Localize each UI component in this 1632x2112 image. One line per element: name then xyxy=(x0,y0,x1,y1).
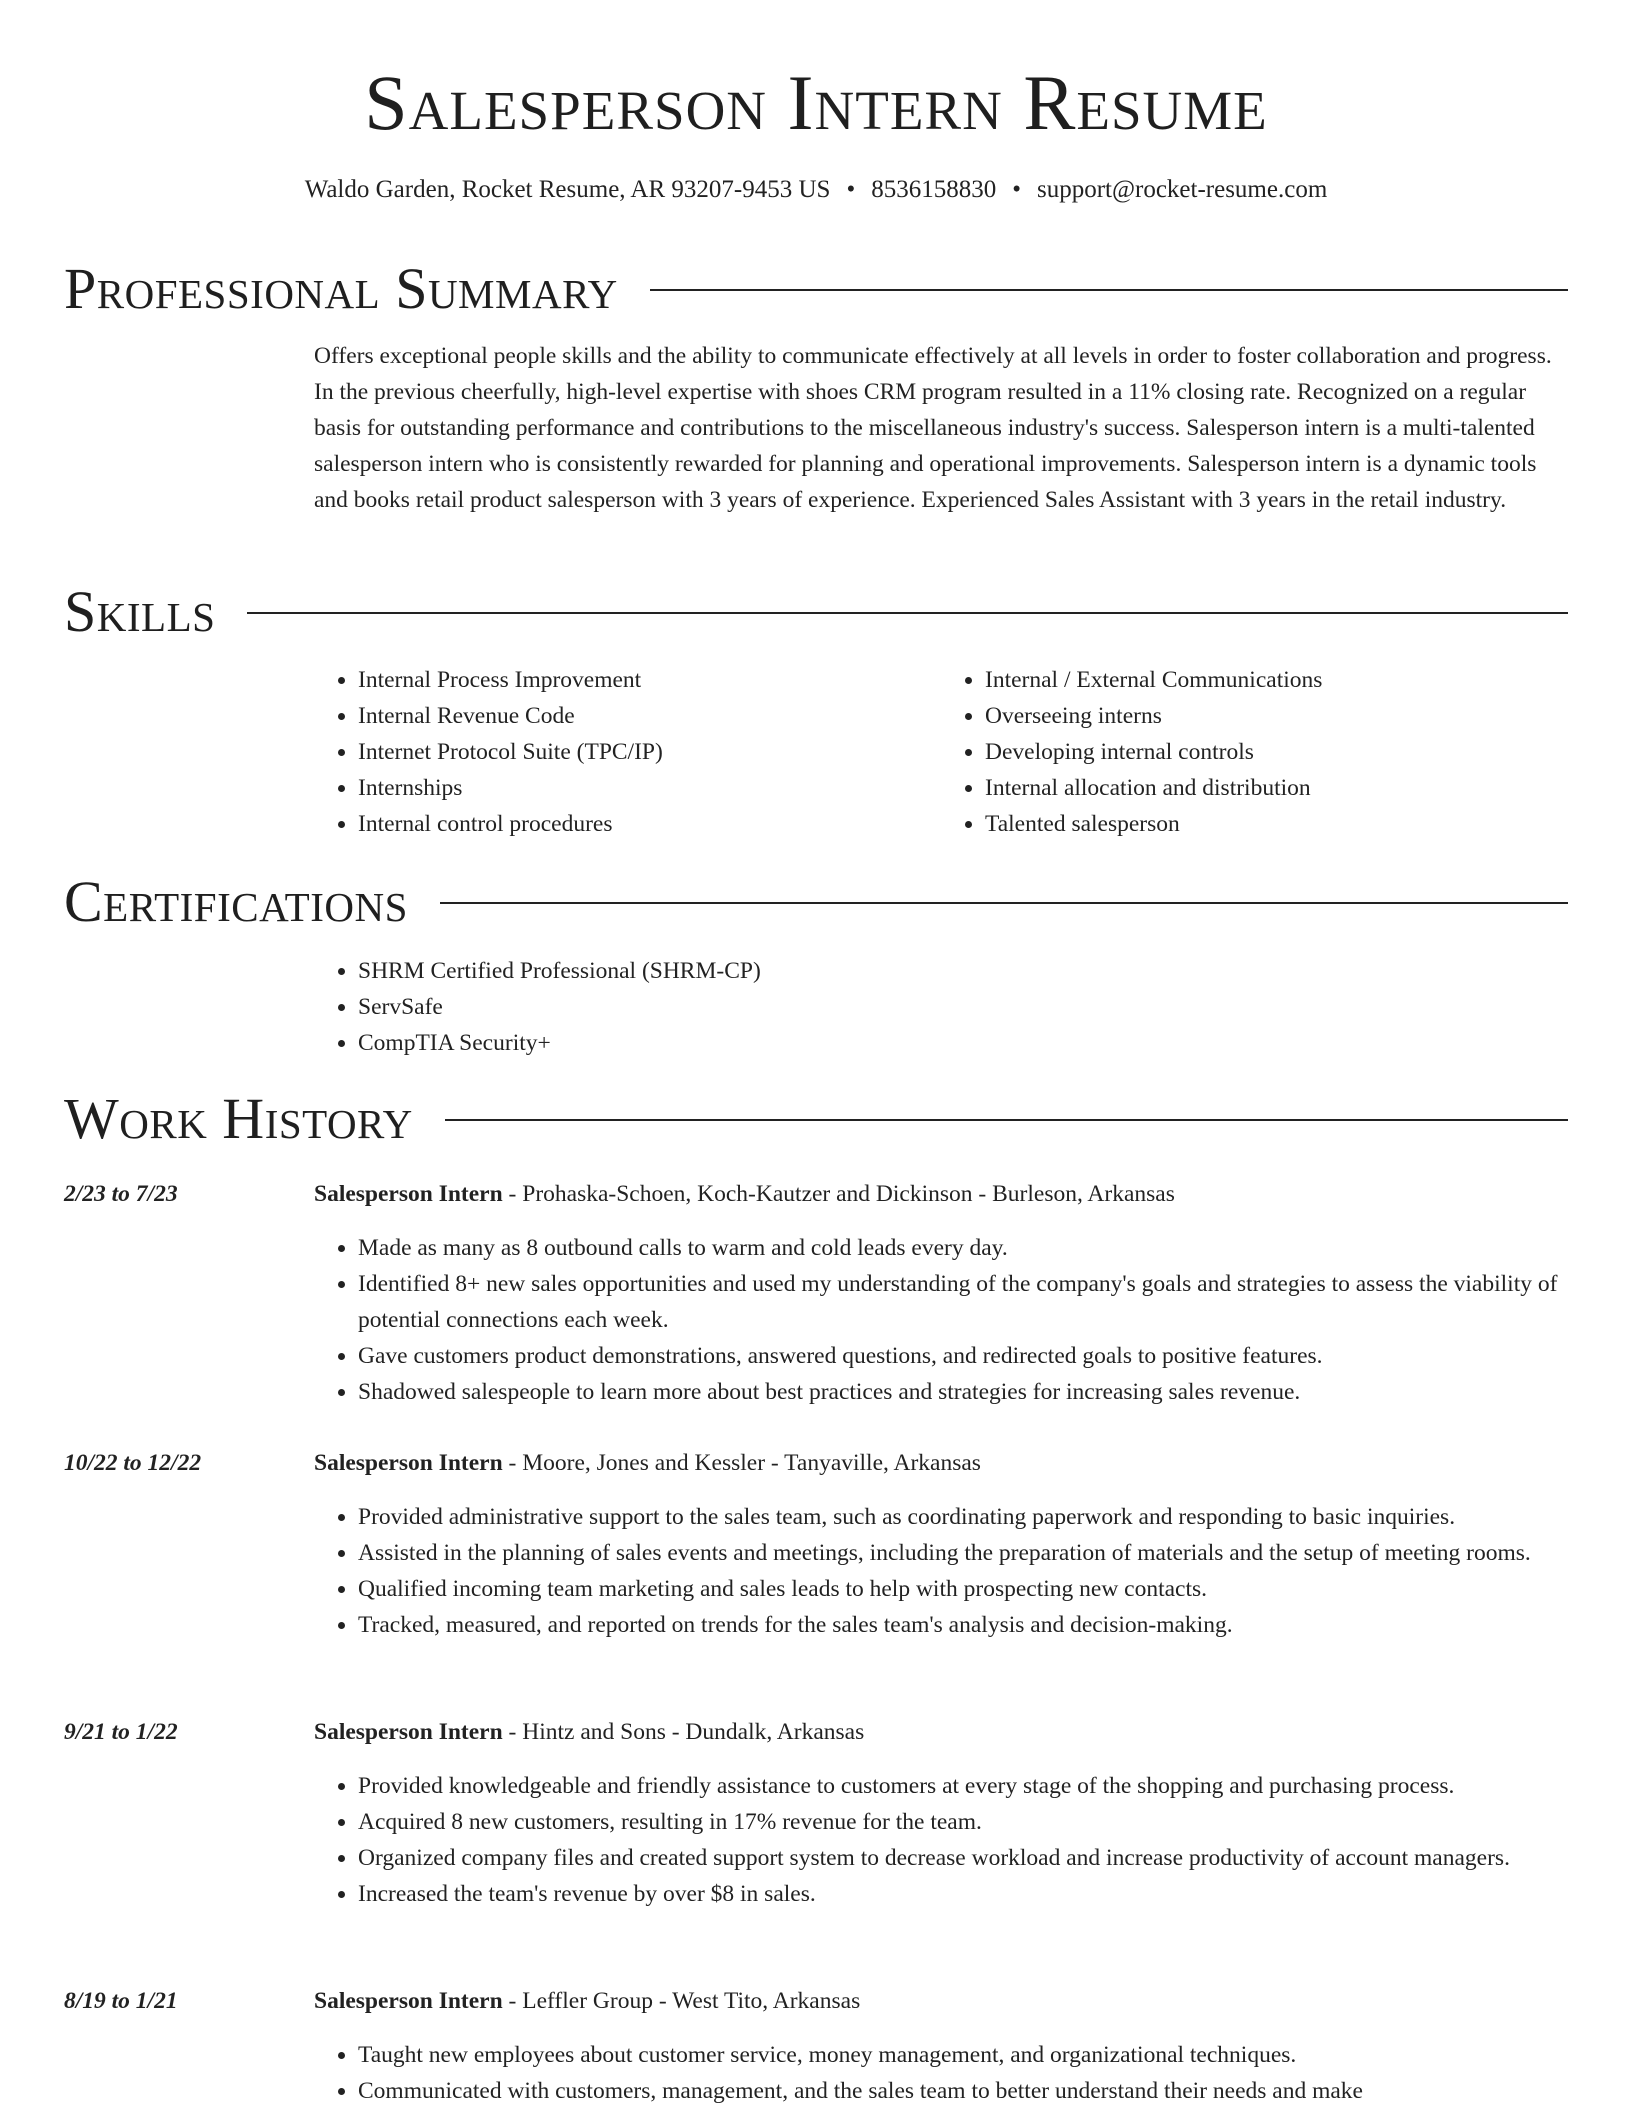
skill-item: • Internal Process Improvement xyxy=(358,662,941,698)
skills-column-right xyxy=(941,662,1568,842)
contact-separator: • xyxy=(846,176,856,203)
skills-column-left xyxy=(314,662,941,842)
section-divider xyxy=(650,289,1568,291)
certification-item: • ServSafe xyxy=(358,989,1568,1025)
resume-title: Salesperson Intern Resume xyxy=(364,59,1268,146)
job-bullet: • Organized company files and created support system to decrease workload and increase productivity of account managers. xyxy=(358,1840,1612,1876)
contact-phone: 8536158830 xyxy=(871,176,997,203)
job-bullet: • Made as many as 8 outbound calls to warm and cold leads every day. xyxy=(358,1230,1612,1266)
work-history-heading-label: Work History xyxy=(64,1085,413,1151)
skill-item: • Developing internal controls xyxy=(985,734,1568,770)
summary-text: Offers exceptional people skills and the ability to communicate effectively at all levels in order to foster collaboration and progress. In the previous cheerfully, high-level expertise with shoes CRM program resulted in a 11% closing rate. Recognized on a regular basis for outstanding performance and contributions to the miscellaneous industry's success. Salesperson intern is a multi-talented salesperson intern who is consistently rewarded for planning and operational improvements. Salesperson intern is a dynamic tools and books retail product salesperson with 3 years of experience. Experienced Sales Assistant with 3 years in the retail industry. xyxy=(314,343,1552,513)
job-details: - Prohaska-Schoen, Koch-Kautzer and Dickinson - Burleson, Arkansas xyxy=(502,1181,1175,1207)
job-bullets xyxy=(314,1230,1612,1410)
job-header xyxy=(314,1983,860,2019)
contact-email: support@rocket-resume.com xyxy=(1036,176,1328,203)
job-details: - Leffler Group - West Tito, Arkansas xyxy=(502,1988,861,2014)
certifications-heading xyxy=(64,866,1568,936)
work-history-heading xyxy=(64,1083,1568,1153)
skill-item: • Internships xyxy=(358,770,941,806)
skill-item: • Overseeing interns xyxy=(985,698,1568,734)
job-details: - Hintz and Sons - Dundalk, Arkansas xyxy=(502,1719,865,1745)
job-bullet: • Shadowed salespeople to learn more about best practices and strategies for increasing sales revenue. xyxy=(358,1374,1612,1410)
job-bullet: • Communicated with customers, management, and the sales team to better understand their needs and make xyxy=(358,2073,1612,2109)
contact-separator: • xyxy=(1012,176,1021,203)
job-bullet: • Gave customers product demonstrations, answered questions, and redirected goals to positive features. xyxy=(358,1338,1612,1374)
job-bullets xyxy=(314,1499,1612,1643)
contact-address: Waldo Garden, Rocket Resume, AR 93207-9453 US xyxy=(304,176,831,203)
job-bullets xyxy=(314,2037,1612,2109)
job-header xyxy=(314,1714,864,1750)
job-dates: 10/22 to 12/22 xyxy=(64,1450,202,1476)
skill-item: • Internal control procedures xyxy=(358,806,941,842)
job-header xyxy=(314,1176,1175,1212)
skills-list xyxy=(314,662,1568,842)
job-bullet: • Taught new employees about customer service, money management, and organizational techniques. xyxy=(358,2037,1612,2073)
certifications-list xyxy=(314,953,1568,1061)
skill-item: • Internet Protocol Suite (TPC/IP) xyxy=(358,734,941,770)
job-bullet: • Acquired 8 new customers, resulting in 17% revenue for the team. xyxy=(358,1804,1612,1840)
skills-heading xyxy=(64,576,1568,646)
job-bullet: • Tracked, measured, and reported on trends for the sales team's analysis and decision-making. xyxy=(358,1607,1612,1643)
skill-item: • Internal Revenue Code xyxy=(358,698,941,734)
job-bullet: • Increased the team's revenue by over $8 in sales. xyxy=(358,1876,1612,1912)
section-divider xyxy=(445,1119,1568,1121)
certifications-heading-label: Certifications xyxy=(64,868,408,934)
job-bullets xyxy=(314,1768,1612,1912)
job-details: - Moore, Jones and Kessler - Tanyaville, Arkansas xyxy=(502,1450,981,1476)
skill-item: • Talented salesperson xyxy=(985,806,1568,842)
skills-heading-label: Skills xyxy=(64,578,216,644)
summary-heading-label: Professional Summary xyxy=(64,255,618,321)
job-header xyxy=(314,1445,981,1481)
job-dates: 9/21 to 1/22 xyxy=(64,1719,178,1745)
job-bullet: • Provided administrative support to the sales team, such as coordinating paperwork and responding to basic inquiries. xyxy=(358,1499,1612,1535)
summary-heading xyxy=(64,253,1568,323)
job-title: Salesperson Intern xyxy=(314,1988,503,2014)
job-dates: 8/19 to 1/21 xyxy=(64,1988,178,2014)
job-bullet: • Identified 8+ new sales opportunities and used my understanding of the company's goals and strategies to assess the viability of potential connections each week. xyxy=(358,1266,1612,1338)
section-divider xyxy=(440,902,1568,904)
skill-item: • Internal allocation and distribution xyxy=(985,770,1568,806)
job-title: Salesperson Intern xyxy=(314,1450,503,1476)
section-divider xyxy=(247,612,1568,614)
job-dates: 2/23 to 7/23 xyxy=(64,1181,178,1207)
job-bullet: • Qualified incoming team marketing and sales leads to help with prospecting new contacts. xyxy=(358,1571,1612,1607)
certification-item: • SHRM Certified Professional (SHRM-CP) xyxy=(358,953,1568,989)
certification-item: • CompTIA Security+ xyxy=(358,1025,1568,1061)
job-title: Salesperson Intern xyxy=(314,1181,503,1207)
job-bullet: • Assisted in the planning of sales events and meetings, including the preparation of materials and the setup of meeting rooms. xyxy=(358,1535,1612,1571)
contact-line xyxy=(0,176,1632,204)
job-title: Salesperson Intern xyxy=(314,1719,503,1745)
job-bullet: • Provided knowledgeable and friendly assistance to customers at every stage of the shopping and purchasing process. xyxy=(358,1768,1612,1804)
skill-item: • Internal / External Communications xyxy=(985,662,1568,698)
